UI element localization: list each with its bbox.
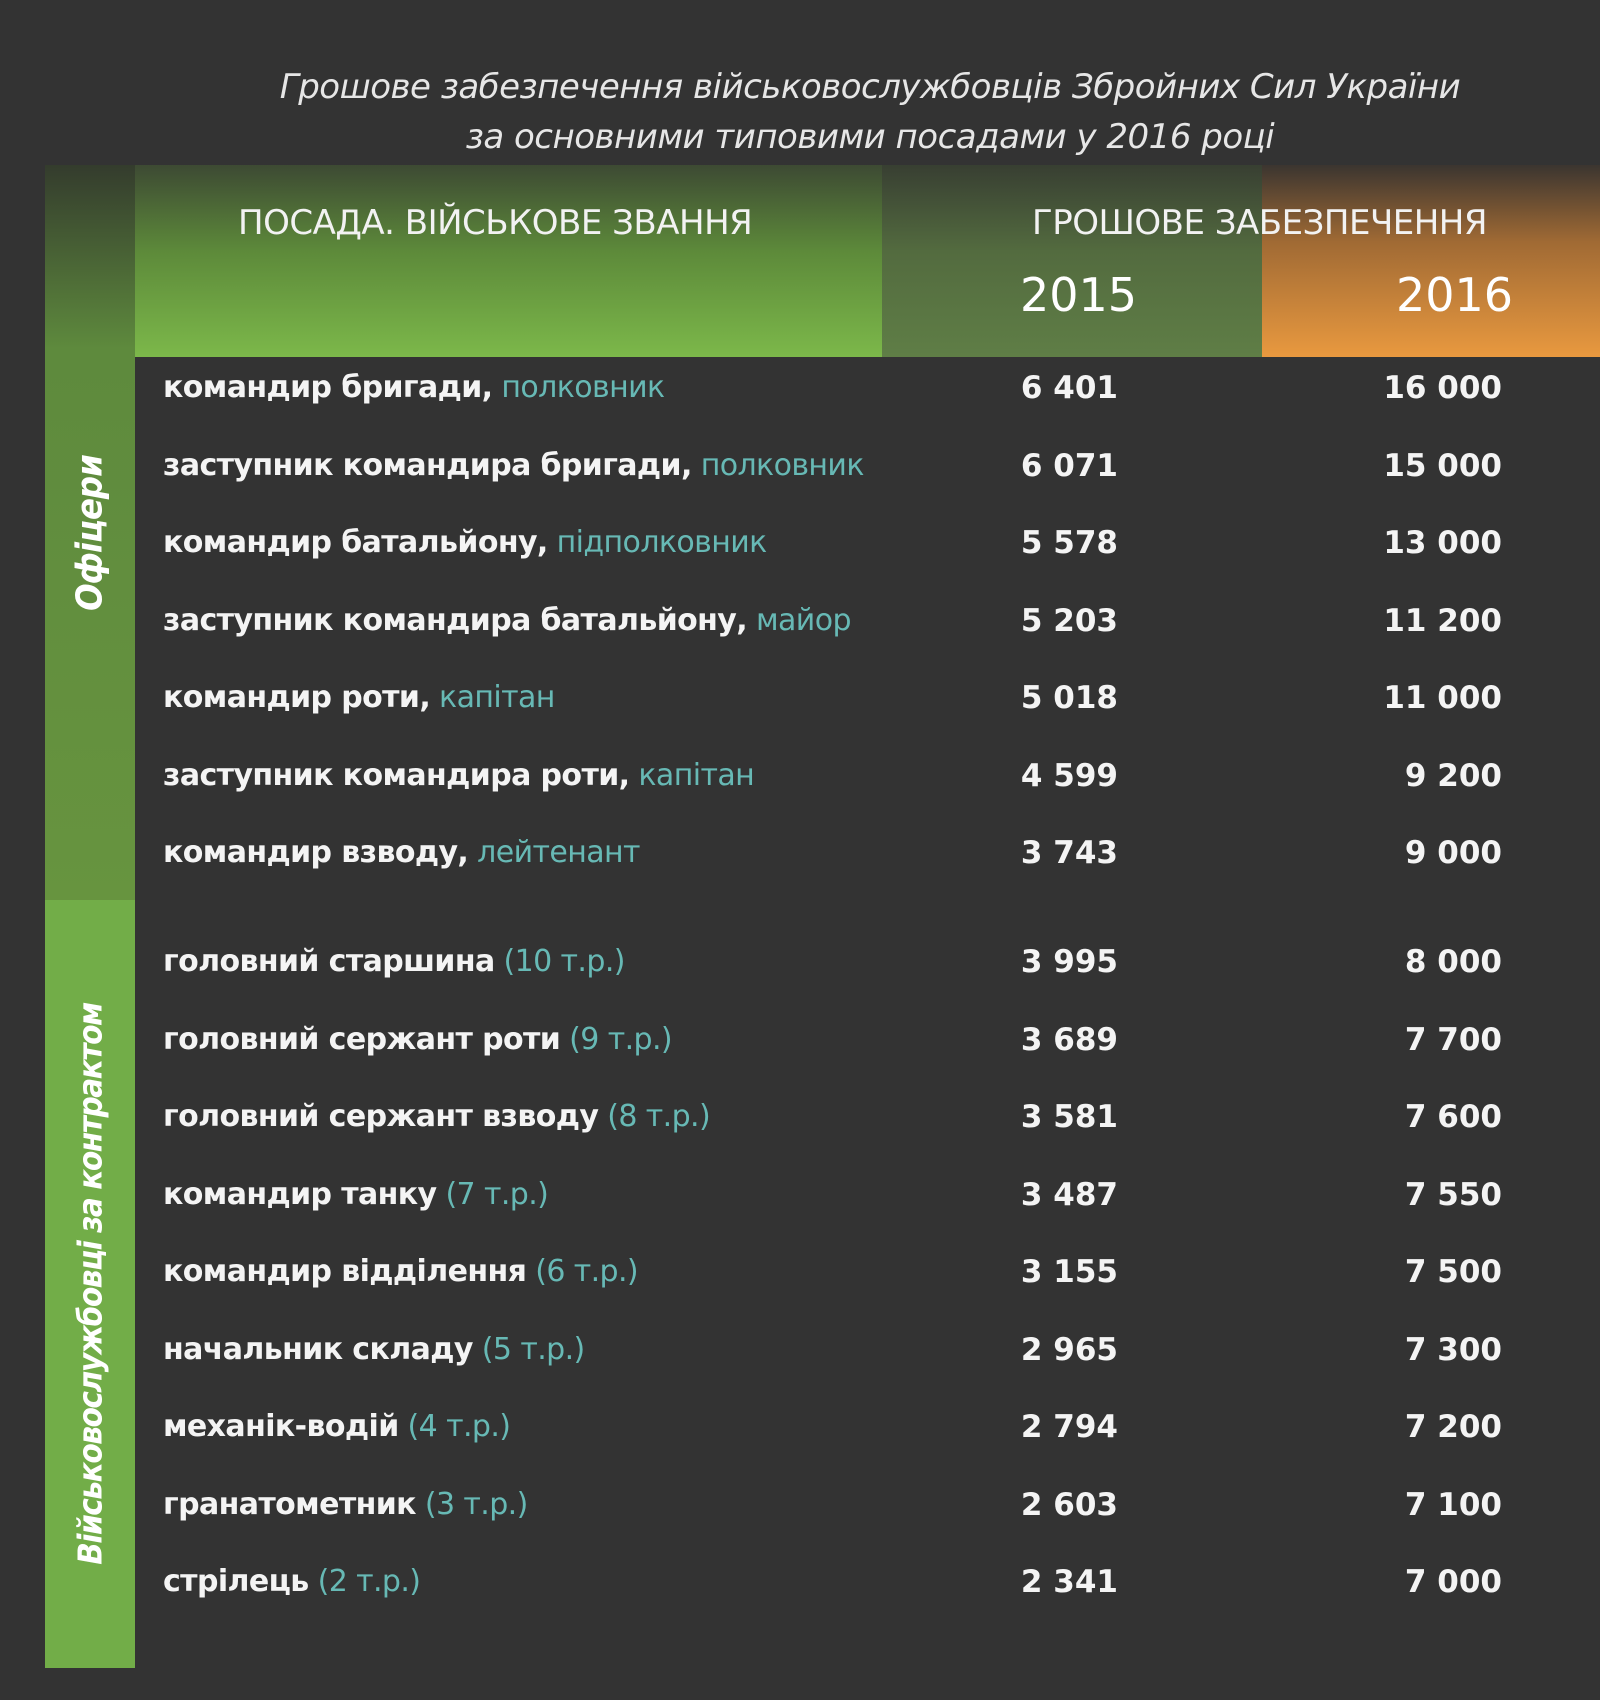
value-2016: 9 200 (1404, 757, 1502, 794)
value-2015: 6 071 (1020, 447, 1118, 484)
position-cell (163, 1022, 672, 1057)
position-cell (163, 1254, 638, 1289)
position-cell (163, 603, 851, 638)
value-2015: 3 995 (1020, 944, 1118, 980)
rank-label: майор (747, 602, 851, 638)
table-row (0, 750, 1600, 810)
value-2015: 5 203 (1020, 602, 1118, 639)
header-2015-cell (882, 165, 1262, 357)
position-name: заступник командира батальйону, (163, 602, 748, 638)
value-2016: 15 000 (1383, 447, 1502, 484)
value-2015: 5 578 (1020, 525, 1118, 561)
header-2016-cell (1262, 165, 1600, 357)
value-2016: 7 000 (1404, 1564, 1502, 1600)
group-label-contract: Військовослужбовці за контрактом (70, 1003, 110, 1565)
table-row (0, 1479, 1600, 1539)
rank-label: капітан (430, 680, 555, 715)
value-2016: 8 000 (1404, 944, 1502, 980)
position-cell (163, 758, 754, 793)
position-name: гранатометник (163, 1486, 416, 1522)
position-name: заступник командира бригади, (163, 447, 692, 483)
value-2016: 9 000 (1404, 835, 1502, 871)
value-2016: 11 200 (1383, 602, 1502, 639)
position-cell (163, 680, 555, 715)
table-row (0, 517, 1600, 577)
table-row (0, 936, 1600, 996)
table-row (0, 595, 1600, 655)
rank-label: (5 т.р.) (472, 1331, 585, 1367)
header-year-2016: 2016 (1396, 268, 1514, 322)
position-name: головний сержант взводу (163, 1099, 599, 1134)
table-row (0, 672, 1600, 732)
rank-label: капітан (629, 757, 755, 793)
value-2015: 3 581 (1020, 1099, 1118, 1135)
rank-label: (10 т.р.) (494, 944, 625, 979)
rank-label: (6 т.р.) (526, 1254, 639, 1289)
value-2015: 2 965 (1020, 1331, 1118, 1368)
position-cell (163, 1564, 420, 1599)
position-name: командир бригади, (163, 370, 493, 405)
value-2015: 2 794 (1020, 1409, 1118, 1445)
value-2015: 3 743 (1020, 835, 1118, 871)
rank-label: (7 т.р.) (436, 1176, 549, 1212)
table-row (0, 1401, 1600, 1461)
value-2016: 7 550 (1404, 1176, 1502, 1213)
position-name: командир танку (163, 1176, 437, 1212)
value-2016: 11 000 (1383, 680, 1502, 716)
value-2015: 6 401 (1020, 370, 1118, 406)
table-row (0, 1246, 1600, 1306)
value-2016: 13 000 (1383, 525, 1502, 561)
rank-label: (8 т.р.) (598, 1099, 711, 1134)
value-2016: 7 200 (1404, 1409, 1502, 1445)
chart-title-line-1: Грошове забезпечення військовослужбовців Збройних Сил України (279, 67, 1461, 107)
value-2016: 16 000 (1383, 370, 1502, 406)
header-pay-label: ГРОШОВЕ ЗАБЕЗПЕЧЕННЯ (1032, 203, 1487, 243)
table-row (0, 1014, 1600, 1074)
value-2015: 3 689 (1020, 1021, 1118, 1058)
position-cell (163, 944, 625, 979)
position-name: командир відділення (163, 1254, 527, 1289)
position-cell (163, 1099, 710, 1134)
rank-label: (3 т.р.) (415, 1486, 528, 1522)
header-year-2015: 2015 (1020, 268, 1138, 322)
position-name: начальник складу (163, 1331, 473, 1367)
value-2016: 7 500 (1404, 1254, 1502, 1290)
table-row (0, 440, 1600, 500)
position-name: командир роти, (163, 680, 431, 715)
position-cell (163, 1487, 528, 1522)
chart-title-line-2: за основними типовими посадами у 2016 році (465, 117, 1275, 157)
value-2016: 7 300 (1404, 1331, 1502, 1368)
rank-label: підполковник (547, 525, 767, 560)
value-2016: 7 600 (1404, 1099, 1502, 1135)
rank-label: лейтенант (468, 835, 640, 870)
rank-label: (4 т.р.) (398, 1409, 511, 1444)
position-name: механік-водій (163, 1409, 399, 1444)
rank-label: полковник (492, 370, 665, 405)
table-row (0, 827, 1600, 887)
position-cell (163, 370, 665, 405)
value-2015: 4 599 (1020, 757, 1118, 794)
table-row (0, 1324, 1600, 1384)
header-position-cell (135, 165, 882, 357)
position-name: стрілець (163, 1564, 309, 1599)
table-row (0, 1091, 1600, 1151)
position-cell (163, 835, 640, 870)
rank-label: полковник (691, 447, 864, 483)
value-2016: 7 100 (1404, 1486, 1502, 1523)
group-label-officers: Офіцери (69, 454, 111, 611)
value-2015: 5 018 (1020, 680, 1118, 716)
table-row (0, 1556, 1600, 1616)
position-cell (163, 1332, 585, 1367)
table-row (0, 1169, 1600, 1229)
value-2016: 7 700 (1404, 1021, 1502, 1058)
position-name: головний сержант роти (163, 1021, 561, 1057)
position-name: командир батальйону, (163, 525, 548, 560)
chart-title (0, 62, 1600, 162)
position-cell (163, 525, 767, 560)
position-name: головний старшина (163, 944, 495, 979)
value-2015: 3 155 (1020, 1254, 1118, 1290)
rank-label: (9 т.р.) (560, 1021, 672, 1057)
table-row (0, 362, 1600, 422)
position-cell (163, 1409, 510, 1444)
position-cell (163, 448, 864, 483)
value-2015: 3 487 (1020, 1176, 1118, 1213)
rank-label: (2 т.р.) (308, 1564, 421, 1599)
value-2015: 2 341 (1020, 1564, 1118, 1600)
position-name: командир взводу, (163, 835, 469, 870)
position-name: заступник командира роти, (163, 757, 630, 793)
header-position-label: ПОСАДА. ВІЙСЬКОВЕ ЗВАННЯ (238, 203, 753, 243)
position-cell (163, 1177, 548, 1212)
value-2015: 2 603 (1020, 1486, 1118, 1523)
